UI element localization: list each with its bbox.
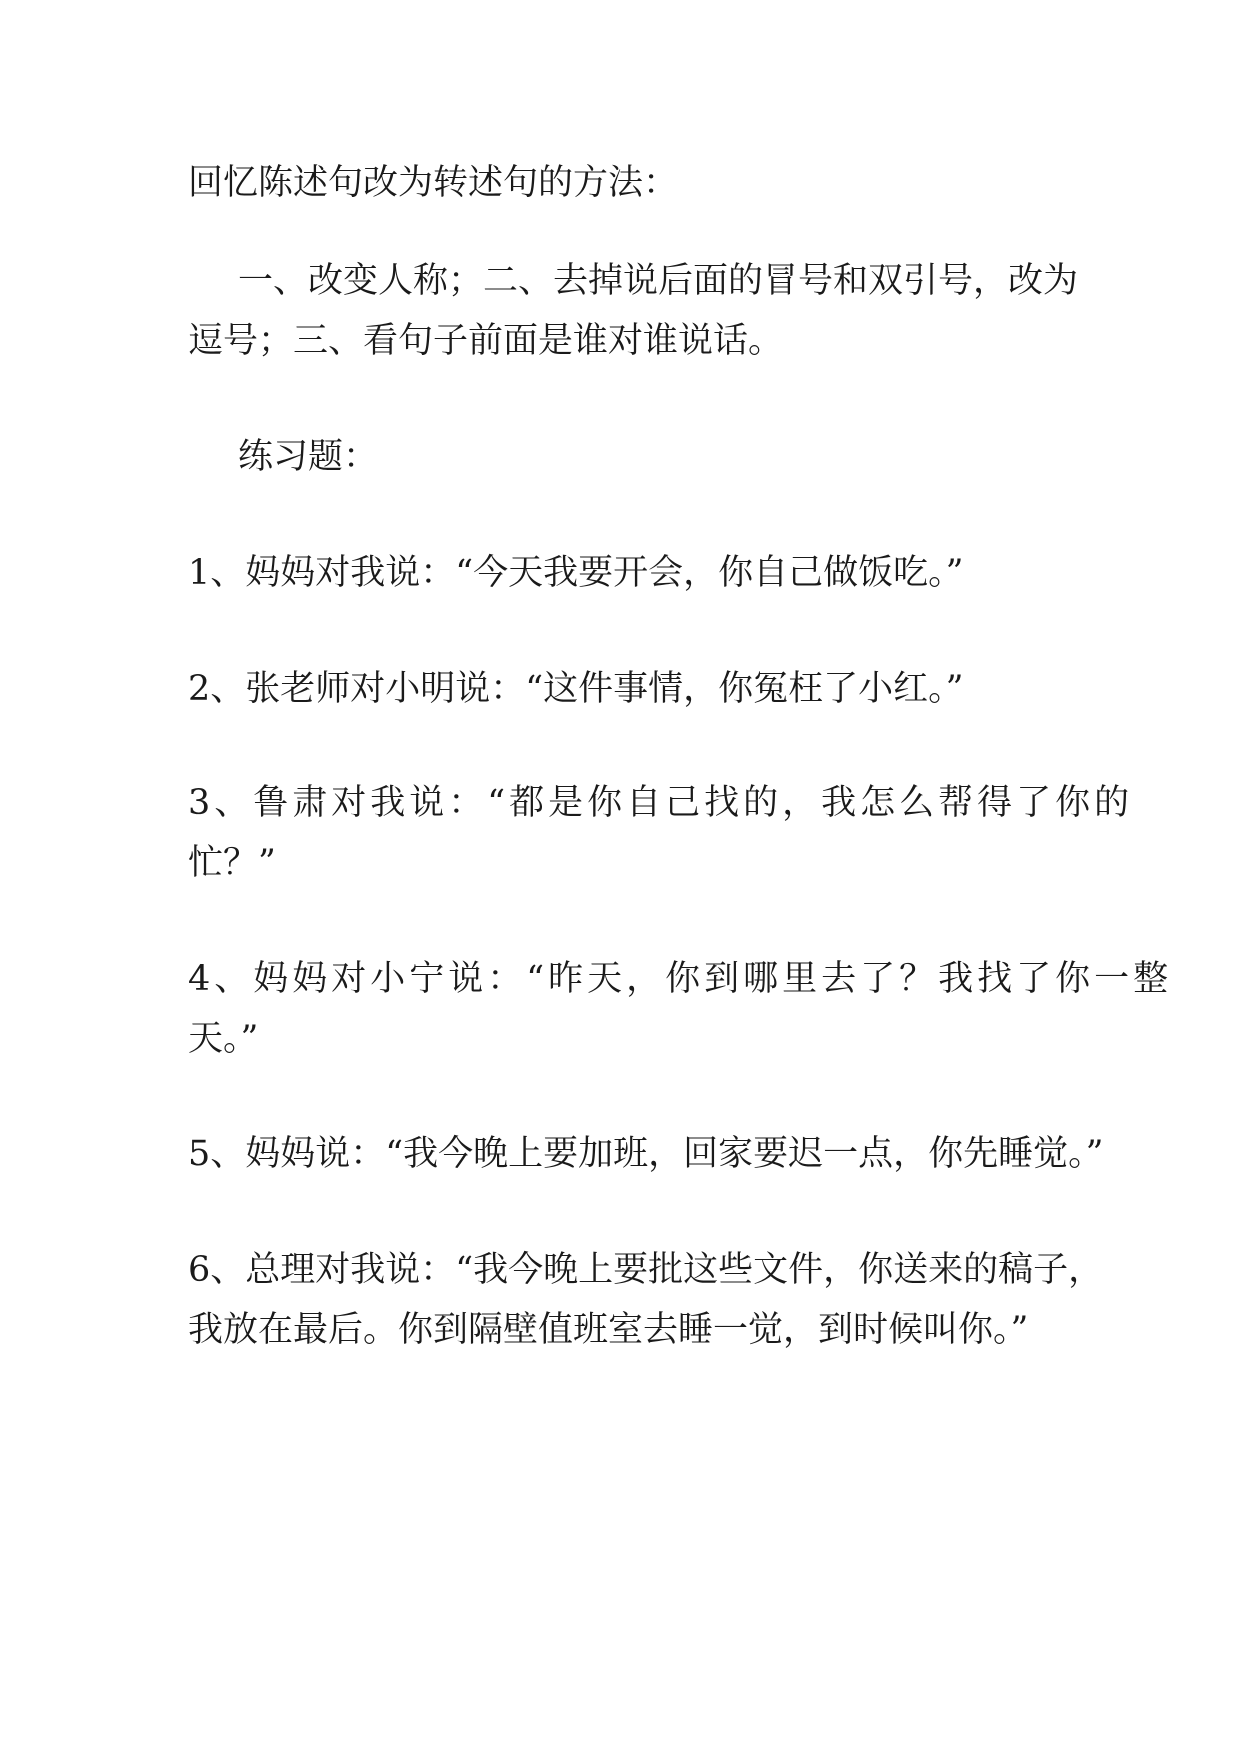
exercise-item-1: 1、妈妈对我说：“今天我要开会，你自己做饭吃。” <box>188 553 964 593</box>
heading: 回忆陈述句改为转述句的方法： <box>188 163 679 203</box>
exercise-item-5: 5、妈妈说：“我今晚上要加班，回家要迟一点，你先睡觉。” <box>188 1134 1104 1174</box>
exercise-title: 练习题： <box>238 437 379 477</box>
exercise-item-6-line-2: 我放在最后。你到隔壁值班室去睡一觉，到时候叫你。” <box>188 1310 1029 1350</box>
rules-line-1: 一、改变人称；二、去掉说后面的冒号和双引号，改为 <box>238 261 1079 301</box>
exercise-item-2: 2、张老师对小明说：“这件事情，你冤枉了小红。” <box>188 669 964 709</box>
exercise-item-4-line-2: 天。” <box>188 1019 259 1059</box>
exercise-item-3-line-2: 忙？” <box>188 843 276 883</box>
exercise-item-6-line-1: 6、总理对我说：“我今晚上要批这些文件，你送来的稿子， <box>188 1250 1104 1290</box>
exercise-item-4-line-1: 4、妈妈对小宁说：“昨天，你到哪里去了？我找了你一整 <box>188 959 1173 999</box>
rules-line-2: 逗号；三、看句子前面是谁对谁说话。 <box>188 321 784 361</box>
exercise-item-3-line-1: 3、鲁肃对我说：“都是你自己找的，我怎么帮得了你的 <box>188 783 1134 823</box>
